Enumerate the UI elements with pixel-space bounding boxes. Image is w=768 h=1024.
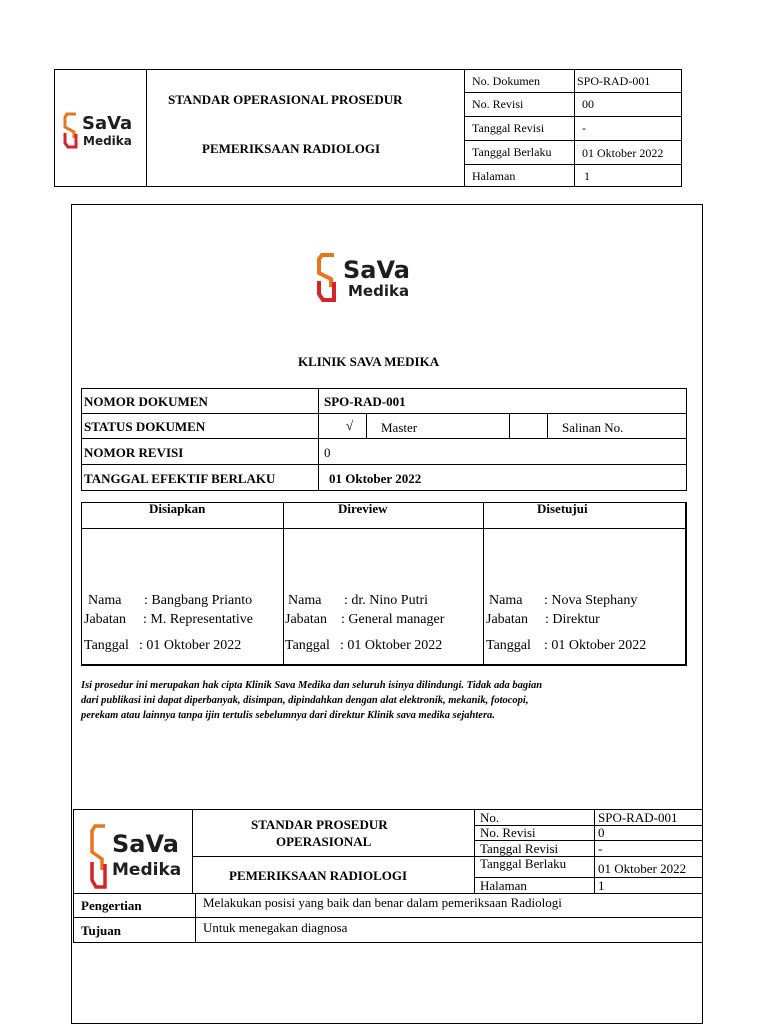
top-subtitle: PEMERIKSAAN RADIOLOGI [202,141,381,156]
cover-logo-line2: Medika [348,282,410,300]
value-nomor-dokumen: SPO-RAD-001 [324,394,406,409]
status-master: Master [381,420,418,435]
col3-nama-label: Nama [489,593,523,608]
status-salinan: Salinan No. [562,420,624,435]
col2-nama: : dr. Nino Putri [344,593,429,608]
top-value-no-revisi: 00 [582,97,594,111]
status-check: √ [346,418,354,433]
logo-line2: Medika [83,134,132,148]
col3-tanggal-label: Tanggal [486,638,531,653]
top-label-no-dokumen: No. Dokumen [472,74,540,88]
bottom-value-tanggal-revisi: - [598,841,603,856]
row-label-tujuan: Tujuan [81,923,121,938]
bottom-label-tanggal-revisi: Tanggal Revisi [480,841,559,856]
bottom-title-line1: STANDAR PROSEDUR [251,817,388,832]
label-nomor-dokumen: NOMOR DOKUMEN [84,394,208,409]
bottom-label-no: No. [480,810,500,825]
sava-medika-logo [63,112,143,152]
row-text-pengertian: Melakukan posisi yang baik dan benar dalam pemeriksaan Radiologi [203,895,562,910]
top-label-halaman: Halaman [472,169,516,183]
disclaimer-line: perekam atau lainnya tanpa ijin tertulis sebelumnya dari direktur Klinik sava medika sejahtera. [81,710,495,721]
row-label-pengertian: Pengertian [81,898,142,913]
col3-nama: : Nova Stephany [544,593,638,608]
row-text-tujuan: Untuk menegakan diagnosa [203,920,348,935]
col3-jabatan-label: Jabatan [486,612,528,627]
cover-logo [316,253,426,305]
bottom-subtitle: PEMERIKSAAN RADIOLOGI [229,868,408,883]
top-label-tanggal-revisi: Tanggal Revisi [472,121,545,135]
bottom-value-tanggal-berlaku: 01 Oktober 2022 [598,861,687,876]
top-value-tanggal-revisi: - [582,121,586,135]
col1-tanggal: : 01 Oktober 2022 [139,638,242,653]
bottom-value-no: SPO-RAD-001 [598,810,678,825]
top-value-tanggal-berlaku: 01 Oktober 2022 [582,146,664,160]
top-title: STANDAR OPERASIONAL PROSEDUR [168,92,403,107]
disclaimer-line: dari publikasi ini dapat diperbanyak, disimpan, dipindahkan dengan alat elektronik, mekanik, fotocopi, [81,695,529,706]
bottom-logo-line1: SaVa [112,830,179,858]
col1-jabatan: : M. Representative [143,612,254,627]
col2-tanggal: : 01 Oktober 2022 [340,638,443,653]
bottom-value-no-revisi: 0 [598,825,605,840]
top-value-no-dokumen: SPO-RAD-001 [577,74,651,88]
label-status-dokumen: STATUS DOKUMEN [84,419,206,434]
col1-jabatan-label: Jabatan [84,612,126,627]
value-tanggal-efektif: 01 Oktober 2022 [329,471,422,486]
col2-jabatan: : General manager [341,612,445,627]
clinic-name: KLINIK SAVA MEDIKA [298,354,440,369]
header-direview: Direview [338,501,388,516]
bottom-label-halaman: Halaman [480,878,527,893]
value-nomor-revisi: 0 [324,445,331,460]
bottom-logo [90,822,180,892]
label-tanggal-efektif: TANGGAL EFEKTIF BERLAKU [84,471,276,486]
disclaimer-line: Isi prosedur ini merupakan hak cipta Klinik Sava Medika dan seluruh isinya dilindungi. Tidak ada bagian [81,680,543,691]
bottom-label-tanggal-berlaku: Tanggal Berlaku [480,856,567,871]
top-value-halaman: 1 [584,169,590,183]
header-disetujui: Disetujui [537,501,588,516]
bottom-title-line2: OPERASIONAL [276,834,372,849]
col1-tanggal-label: Tanggal [84,638,129,653]
col3-jabatan: : Direktur [545,612,600,627]
col2-jabatan-label: Jabatan [285,612,327,627]
top-label-tanggal-berlaku: Tanggal Berlaku [472,145,552,159]
col2-nama-label: Nama [288,593,322,608]
header-disiapkan: Disiapkan [149,501,206,516]
top-label-no-revisi: No. Revisi [472,97,524,111]
bottom-value-halaman: 1 [598,878,605,893]
col3-tanggal: : 01 Oktober 2022 [544,638,647,653]
cover-logo-line1: SaVa [343,256,410,284]
bottom-logo-line2: Medika [112,860,182,880]
col1-nama: : Bangbang Prianto [144,593,253,608]
col1-nama-label: Nama [88,593,122,608]
label-nomor-revisi: NOMOR REVISI [84,445,184,460]
logo-line1: SaVa [82,113,133,134]
bottom-label-no-revisi: No. Revisi [480,825,536,840]
col2-tanggal-label: Tanggal [285,638,330,653]
